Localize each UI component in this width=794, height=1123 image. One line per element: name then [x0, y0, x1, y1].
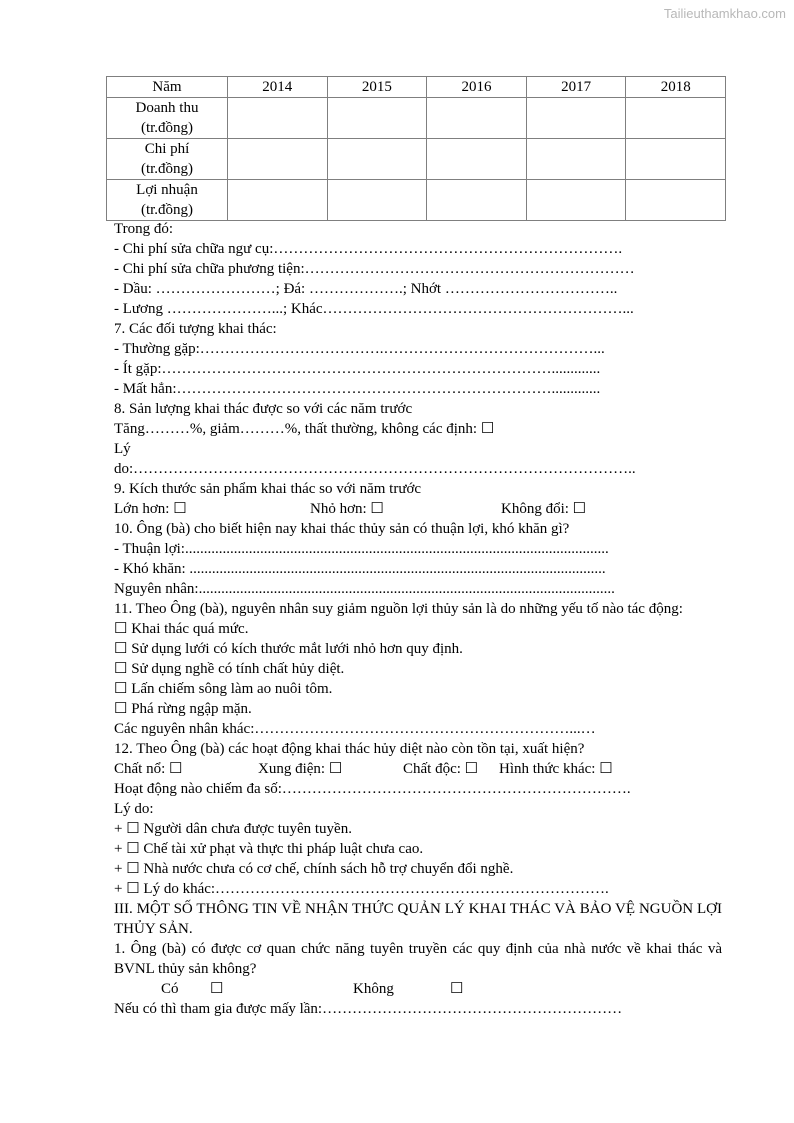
text-line: Trong đó: [114, 221, 174, 237]
table-cell[interactable] [327, 139, 427, 180]
watermark: Tailieuthamkhao.com [663, 6, 786, 21]
text-line: - Lương …………………...; Khác……………………………………………………... [114, 301, 634, 317]
checkbox-option[interactable]: + ☐ Lý do khác:……………………………………………………………………. [114, 881, 609, 897]
table-cell[interactable] [228, 180, 328, 221]
question-12: 12. Theo Ông (bà) các hoạt động khai thác hủy diệt nào còn tồn tại, xuất hiện? [114, 741, 585, 757]
text-line: - Mất hẳn:…………………………………………………………………............. [114, 381, 601, 397]
table-cell[interactable] [228, 98, 328, 139]
table-cell[interactable] [427, 180, 527, 221]
option-yes-label: Có [161, 981, 179, 997]
option-smaller[interactable]: Nhỏ hơn: ☐ [310, 501, 384, 517]
text-line: - Chi phí sửa chữa phương tiện:………………………………………………………… [114, 261, 635, 277]
option-larger[interactable]: Lớn hơn: ☐ [114, 501, 187, 517]
table-row-label: Chi phí (tr.đồng) [107, 139, 228, 180]
option-no-checkbox[interactable]: ☐ [450, 981, 464, 997]
checkbox-option[interactable]: ☐ Lấn chiếm sông làm ao nuôi tôm. [114, 681, 333, 697]
text-line: - Thuận lợi:................................................................................................................. [114, 541, 609, 557]
text-line: Lý do: [114, 801, 154, 817]
checkbox-option[interactable]: + ☐ Người dân chưa được tuyên tuyền. [114, 821, 352, 837]
size-options [114, 499, 722, 519]
table-cell[interactable] [526, 139, 626, 180]
text-line: - Dầu: ……………………; Đá: ……………….; Nhớt …………………………….. [114, 281, 618, 297]
table-header-cell: 2017 [526, 77, 626, 98]
question-11: 11. Theo Ông (bà), nguyên nhân suy giảm nguồn lợi thủy sản là do những yếu tố nào tác động: [114, 601, 683, 617]
option-unchanged[interactable]: Không đổi: ☐ [501, 501, 587, 517]
checkbox-option[interactable]: + ☐ Nhà nước chưa có cơ chế, chính sách hỗ trợ chuyển đổi nghề. [114, 861, 514, 877]
option-poison[interactable]: Chất độc: ☐ [403, 761, 479, 777]
text-line: Các nguyên nhân khác:………………………………………………………...… [114, 721, 596, 737]
question-8: 8. Sản lượng khai thác được so với các năm trước [114, 401, 413, 417]
table-cell[interactable] [327, 180, 427, 221]
questionnaire-body [114, 219, 722, 1019]
question-7: 7. Các đối tượng khai thác: [114, 321, 277, 337]
question-10: 10. Ông (bà) cho biết hiện nay khai thác thủy sản có thuận lợi, khó khăn gì? [114, 521, 570, 537]
table-header-cell: Năm [107, 77, 228, 98]
table-cell[interactable] [626, 98, 726, 139]
text-line: Nếu có thì tham gia được mấy lần:…………………………………………………… [114, 1001, 623, 1017]
table-header-cell: 2018 [626, 77, 726, 98]
checkbox-option[interactable]: ☐ Khai thác quá mức. [114, 621, 249, 637]
text-line: - Ít gặp:……………………………………………………………………............. [114, 361, 601, 377]
table-cell[interactable] [327, 98, 427, 139]
option-explosives[interactable]: Chất nổ: ☐ [114, 761, 183, 777]
yes-no-options [114, 979, 722, 999]
table-row [107, 139, 726, 180]
option-no-label: Không [353, 981, 394, 997]
table-cell[interactable] [626, 180, 726, 221]
checkbox-option[interactable]: ☐ Sử dụng lưới có kích thước mắt lưới nhỏ hơn quy định. [114, 641, 463, 657]
table-row-label: Doanh thu (tr.đồng) [107, 98, 228, 139]
table-header-cell: 2015 [327, 77, 427, 98]
destructive-options [114, 759, 722, 779]
table-cell[interactable] [626, 139, 726, 180]
revenue-table [106, 76, 726, 221]
table-header-row [107, 77, 726, 98]
table-cell[interactable] [228, 139, 328, 180]
checkbox-option[interactable]: ☐ Sử dụng nghề có tính chất hủy diệt. [114, 661, 345, 677]
option-other-form[interactable]: Hình thức khác: ☐ [499, 761, 613, 777]
table-cell[interactable] [427, 98, 527, 139]
text-line: Tăng………%, giảm………%, thất thường, không các định: ☐ [114, 421, 495, 437]
table-row [107, 98, 726, 139]
table-header-cell: 2016 [427, 77, 527, 98]
table-row-label: Lợi nhuận (tr.đồng) [107, 180, 228, 221]
option-yes-checkbox[interactable]: ☐ [210, 981, 224, 997]
question-iii-1: 1. Ông (bà) có được cơ quan chức năng tuyên truyền các quy định của nhà nước về khai thác và BVNL thủy sản không? [114, 941, 722, 977]
checkbox-option[interactable]: ☐ Phá rừng ngập mặn. [114, 701, 252, 717]
text-line: Hoạt động nào chiếm đa số:……………………………………………………………. [114, 781, 631, 797]
text-line: Nguyên nhân:............................................................................................................... [114, 581, 615, 597]
table-row [107, 180, 726, 221]
table-cell[interactable] [427, 139, 527, 180]
text-line: - Thường gặp:……………………………….……………………………………... [114, 341, 605, 357]
table-cell[interactable] [526, 98, 626, 139]
question-9: 9. Kích thước sản phẩm khai thác so với năm trước [114, 481, 422, 497]
text-line: Lý [114, 441, 131, 457]
section-heading: III. MỘT SỐ THÔNG TIN VỀ NHẬN THỨC QUẢN LÝ KHAI THÁC VÀ BẢO VỆ NGUỒN LỢI THỦY SẢN. [114, 901, 722, 937]
table-header-cell: 2014 [228, 77, 328, 98]
option-electric[interactable]: Xung điện: ☐ [258, 761, 343, 777]
checkbox-option[interactable]: + ☐ Chế tài xử phạt và thực thi pháp luật chưa cao. [114, 841, 424, 857]
text-line: - Khó khăn: ............................................................................................................... [114, 561, 606, 577]
text-line: do:……………………………………………………………………………………….. [114, 461, 636, 477]
table-cell[interactable] [526, 180, 626, 221]
text-line: - Chi phí sửa chữa ngư cụ:……………………………………………………………. [114, 241, 623, 257]
